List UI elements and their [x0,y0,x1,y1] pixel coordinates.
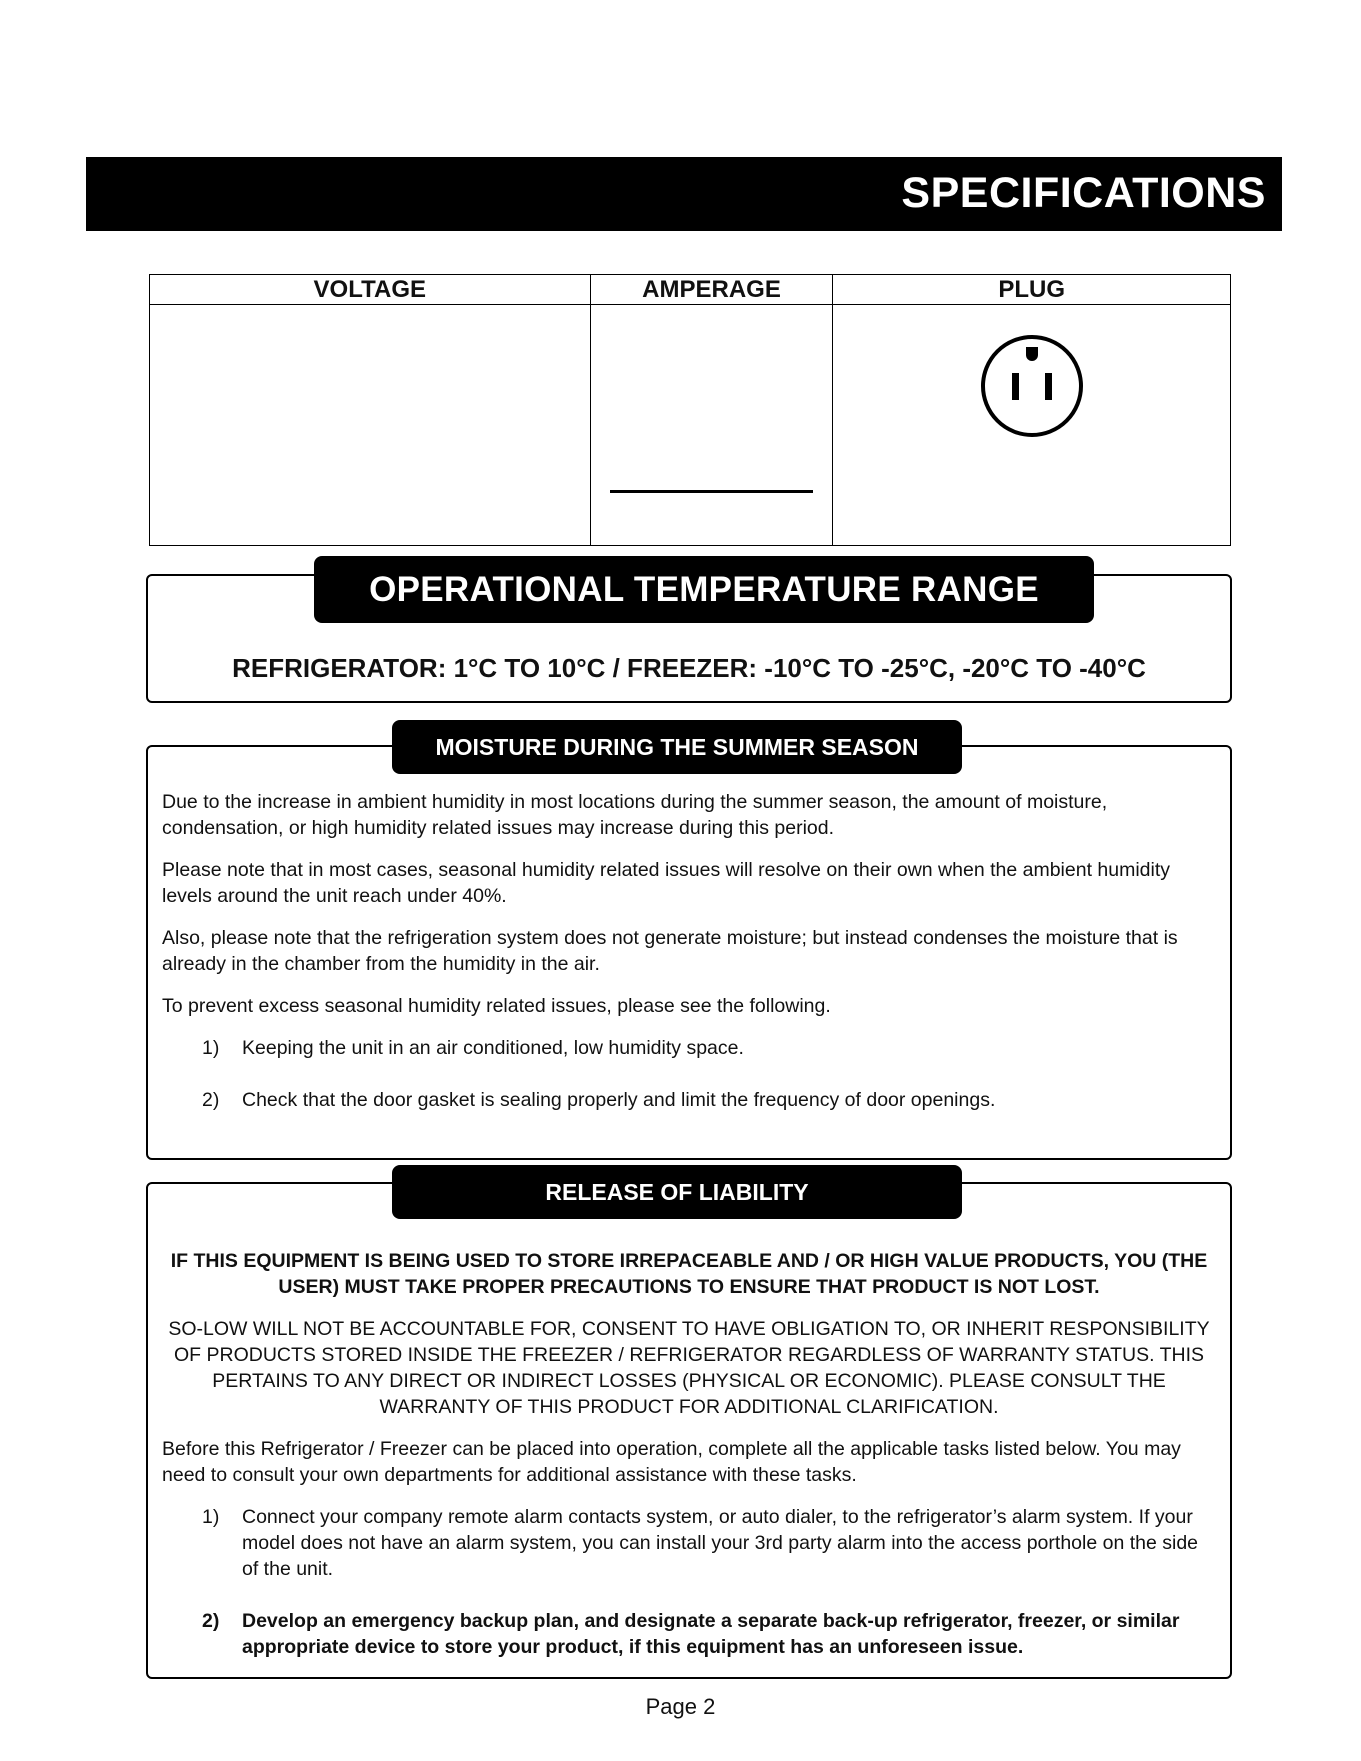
amperage-cell [590,305,833,546]
moisture-body [162,789,1216,1131]
moisture-title: MOISTURE DURING THE SUMMER SEASON [392,720,962,774]
table-header-row [150,275,1231,305]
temperature-range-title: OPERATIONAL TEMPERATURE RANGE [314,556,1094,623]
table-row [150,305,1231,546]
liability-intro: Before this Refrigerator / Freezer can be placed into operation, complete all the applicable tasks listed below. You may need to consult your own departments for additional assistance with these tasks. [162,1438,1181,1486]
moisture-paragraph: Please note that in most cases, seasonal humidity related issues will resolve on their own when the ambient humidity levels around the unit reach under 40%. [162,859,1171,907]
list-item [162,1035,1216,1061]
list-number: 1) [202,1506,220,1528]
list-number: 2) [202,1089,220,1111]
moisture-paragraph: Also, please note that the refrigeration system does not generate moisture; but instead condenses the moisture that is already in the chamber from the humidity in the air. [162,927,1178,975]
moisture-paragraph: To prevent excess seasonal humidity related issues, please see the following. [162,995,831,1017]
page-title: SPECIFICATIONS [901,169,1266,217]
liability-title: RELEASE OF LIABILITY [392,1165,962,1219]
list-text: Connect your company remote alarm contacts system, or auto dialer, to the refrigerator’s alarm system. If your model does not have an alarm system, you can install your 3rd party alarm into the access porthole on the side of the unit. [242,1506,1199,1580]
list-text: Develop an emergency backup plan, and designate a separate back-up refrigerator, freezer, or similar appropriate device to store your product, if this equipment has an unforeseen issue. [242,1610,1180,1658]
list-number: 1) [202,1037,220,1059]
plug-header: PLUG [833,275,1231,305]
header-bar [86,157,1282,231]
list-item [162,1087,1216,1113]
list-item [162,1504,1216,1582]
plug-cell [833,305,1231,546]
specifications-table [149,274,1231,546]
amperage-blank-line [610,490,814,493]
list-number: 2) [202,1610,220,1632]
liability-warning: IF THIS EQUIPMENT IS BEING USED TO STORE IRREPACEABLE AND / OR HIGH VALUE PRODUCTS, YOU (THE USER) MUST TAKE PROPER PRECAUTIONS TO ENSURE THAT PRODUCT IS NOT LOST. [170,1250,1208,1298]
liability-disclaimer: SO-LOW WILL NOT BE ACCOUNTABLE FOR, CONSENT TO HAVE OBLIGATION TO, OR INHERIT RESPONSIBILITY OF PRODUCTS STORED INSIDE THE FREEZER / REFRIGERATOR REGARDLESS OF WARRANTY STATUS. THIS PERTAINS TO ANY DIRECT OR INDIRECT LOSSES (PHYSICAL OR ECONOMIC). PLEASE CONSULT THE WARRANTY OF THIS PRODUCT FOR ADDITIONAL CLARIFICATION. [168,1318,1210,1418]
list-item [162,1608,1216,1660]
voltage-header: VOLTAGE [150,275,591,305]
amperage-header: AMPERAGE [590,275,833,305]
three-prong-outlet-icon [979,333,1085,439]
liability-body [162,1248,1216,1678]
voltage-cell [150,305,591,546]
page-number: Page 2 [645,1694,716,1719]
liability-box [146,1182,1232,1679]
moisture-box [146,745,1232,1160]
list-text: Keeping the unit in an air conditioned, low humidity space. [242,1037,744,1059]
temperature-range-text: REFRIGERATOR: 1°C TO 10°C / FREEZER: -10°C TO -25°C, -20°C TO -40°C [232,653,1146,683]
moisture-paragraph: Due to the increase in ambient humidity in most locations during the summer season, the amount of moisture, condensation, or high humidity related issues may increase during this period. [162,791,1108,839]
list-text: Check that the door gasket is sealing properly and limit the frequency of door openings. [242,1089,996,1111]
